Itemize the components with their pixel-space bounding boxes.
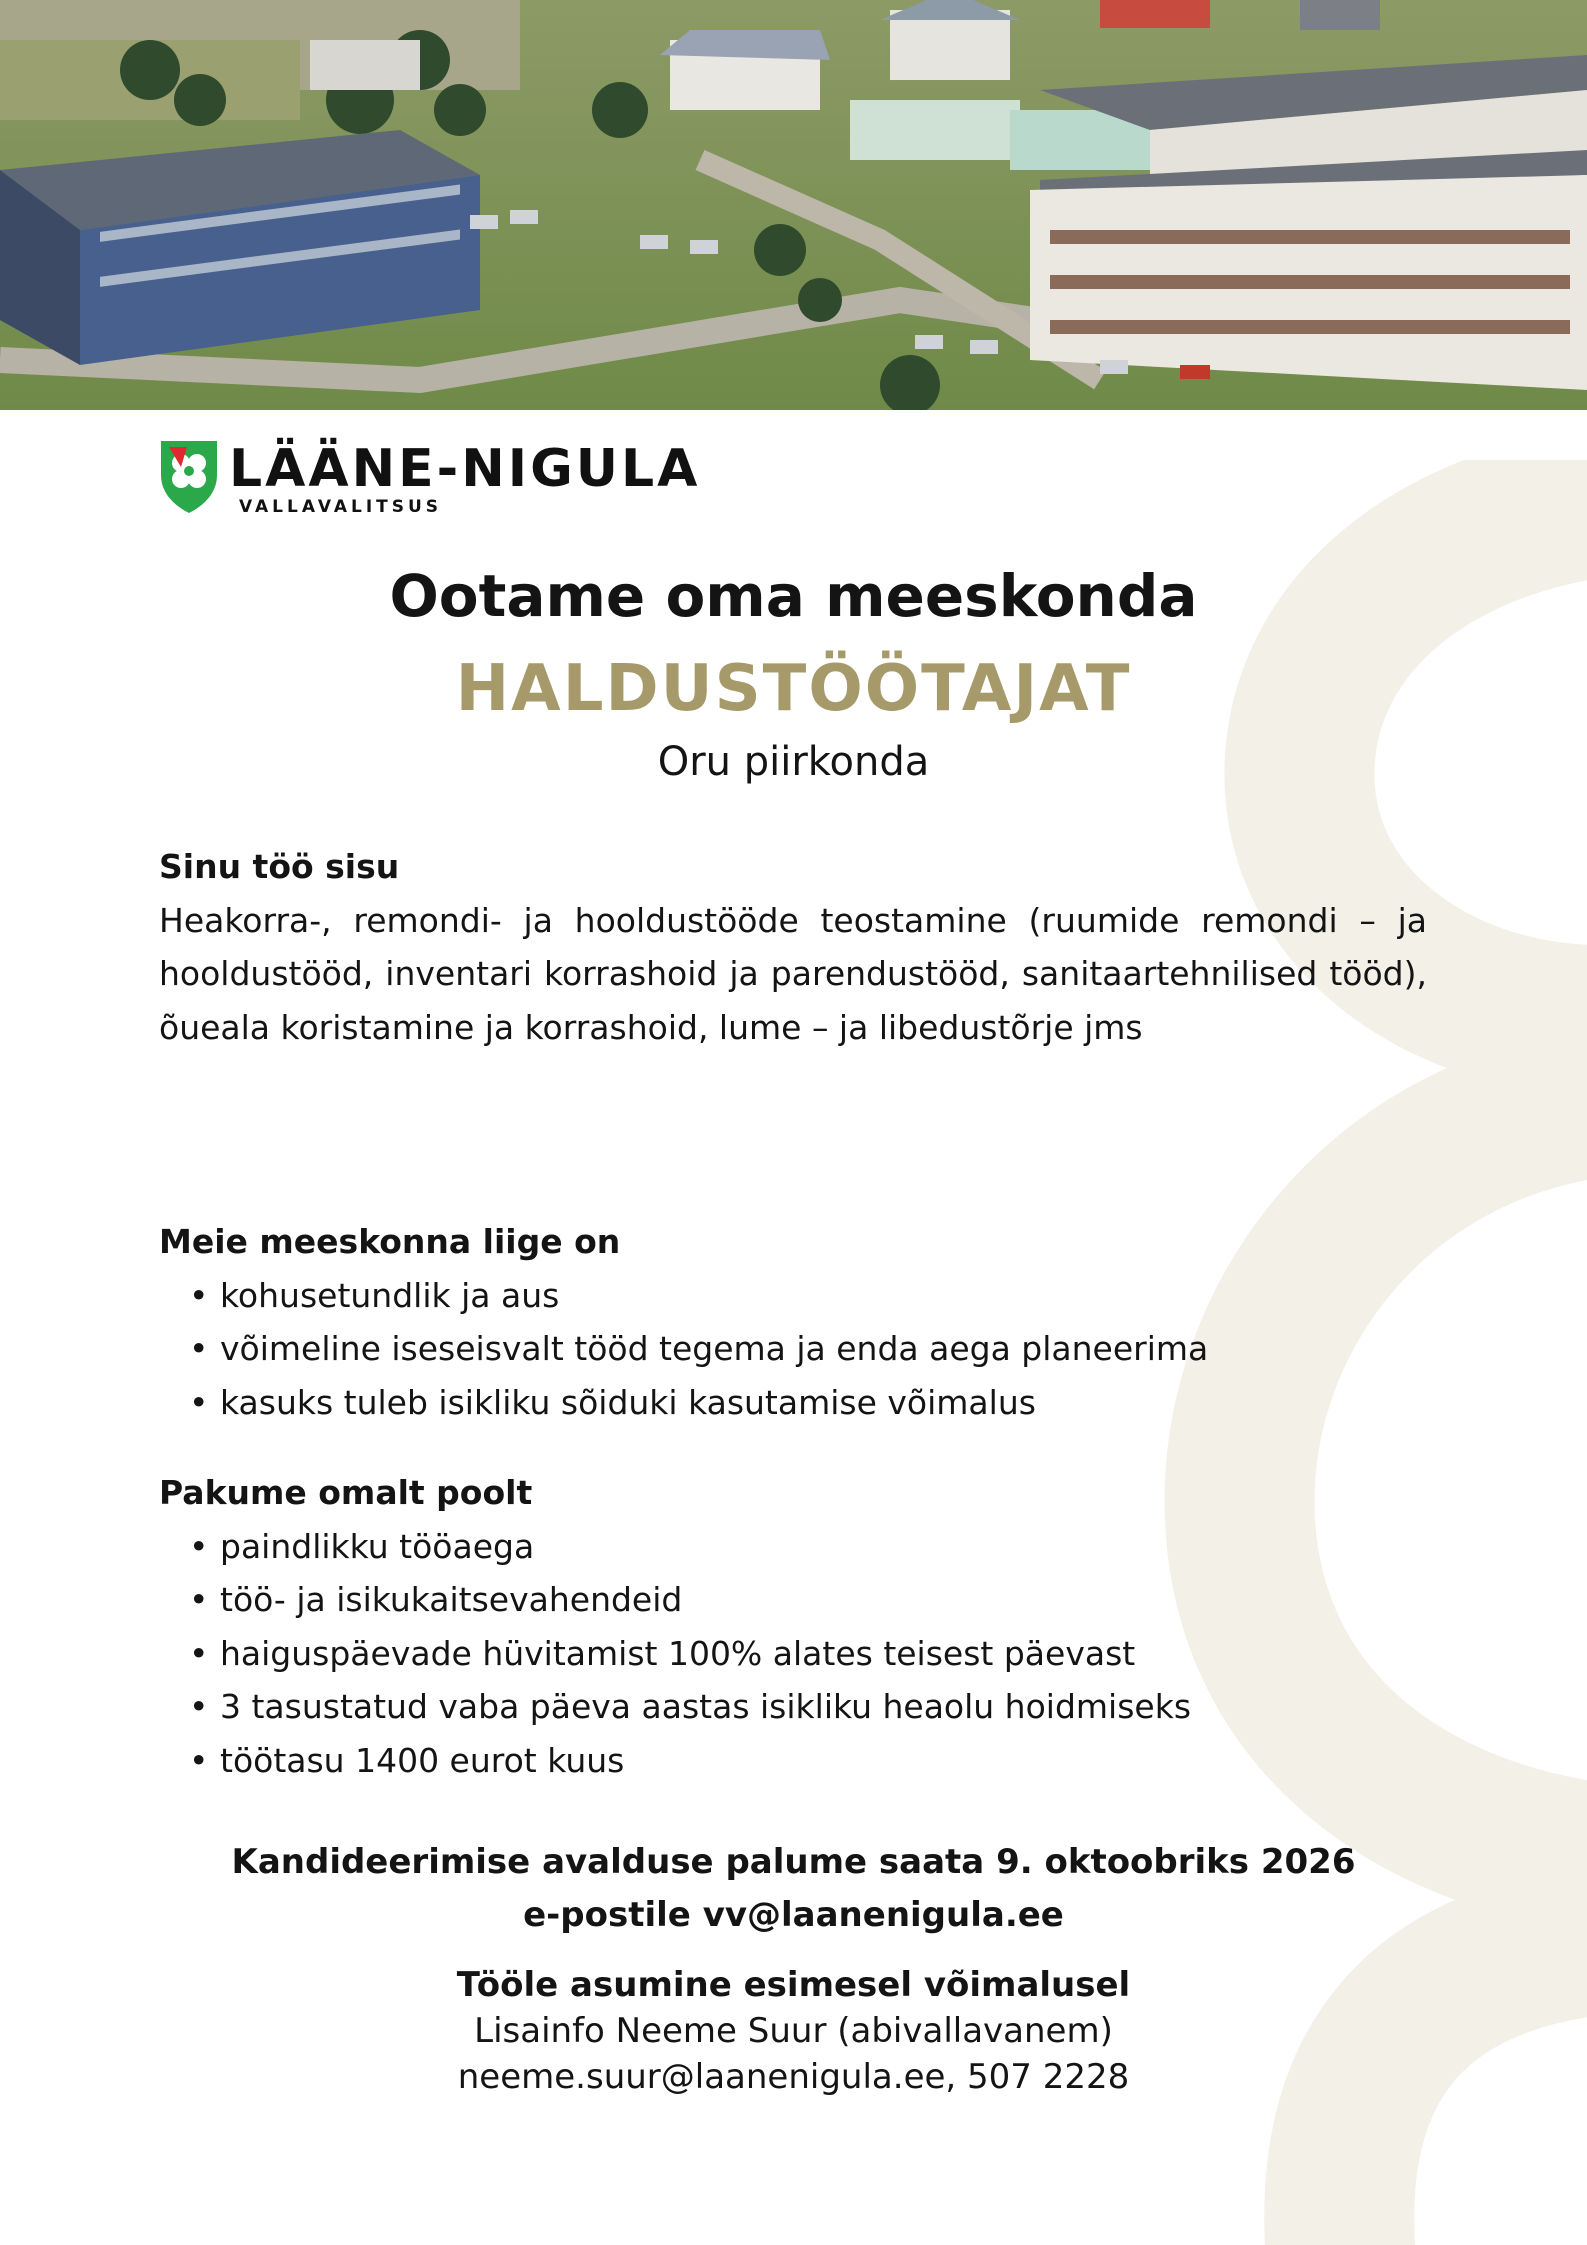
start-date: Tööle asumine esimesel võimalusel bbox=[456, 1965, 1131, 2005]
list-item: • kohusetundlik ja aus bbox=[159, 1269, 1427, 1323]
list-item: • kasuks tuleb isikliku sõiduki kasutamise võimalus bbox=[159, 1376, 1427, 1430]
contact-details: neeme.suur@laanenigula.ee, 507 2228 bbox=[457, 2057, 1130, 2097]
application-info bbox=[0, 1836, 1587, 1942]
offer-heading: Pakume omalt poolt bbox=[159, 1473, 533, 1512]
member-heading: Meie meeskonna liige on bbox=[159, 1222, 621, 1261]
header-photo bbox=[0, 0, 1587, 410]
list-item: • töötasu 1400 eurot kuus bbox=[159, 1734, 1427, 1788]
coat-of-arms-icon bbox=[157, 437, 221, 515]
list-item: • võimeline iseseisvalt tööd tegema ja enda aega planeerima bbox=[159, 1322, 1427, 1376]
headline: Ootame oma meeskonda bbox=[389, 562, 1198, 630]
position-title: HALDUSTÖÖTAJAT bbox=[455, 652, 1132, 726]
contact-person: Lisainfo Neeme Suur (abivallavanem) bbox=[474, 2011, 1113, 2051]
location-subtitle: Oru piirkonda bbox=[657, 739, 930, 785]
job-description: Heakorra-, remondi- ja hooldustööde teostamine (ruumide remondi – ja hooldustööd, inventari korrashoid ja parendustööd, sanitaartehnilised tööd), õueala koristamine ja korrashoid, lume – ja libedustõrje jms bbox=[159, 900, 1427, 1047]
offer-list bbox=[159, 1520, 1427, 1788]
apply-deadline: Kandideerimise avalduse palume saata 9. oktoobriks 2026 bbox=[231, 1842, 1356, 1882]
apply-email: e-postile vv@laanenigula.ee bbox=[523, 1895, 1064, 1935]
logo-name: LÄÄNE-NIGULA bbox=[229, 439, 701, 499]
job-heading: Sinu töö sisu bbox=[159, 847, 400, 886]
job-section bbox=[159, 840, 1427, 1054]
member-list bbox=[159, 1269, 1427, 1430]
list-item: • töö- ja isikukaitsevahendeid bbox=[159, 1573, 1427, 1627]
contact-info bbox=[0, 1962, 1587, 2100]
list-item: • 3 tasustatud vaba päeva aastas isikliku heaolu hoidmiseks bbox=[159, 1680, 1427, 1734]
list-item: • haiguspäevade hüvitamist 100% alates teisest päevast bbox=[159, 1627, 1427, 1681]
list-item: • paindlikku tööaega bbox=[159, 1520, 1427, 1574]
member-section bbox=[159, 1215, 1427, 1429]
offer-section bbox=[159, 1466, 1427, 1787]
logo bbox=[157, 437, 700, 517]
logo-subtitle: VALLAVALITSUS bbox=[239, 497, 443, 517]
